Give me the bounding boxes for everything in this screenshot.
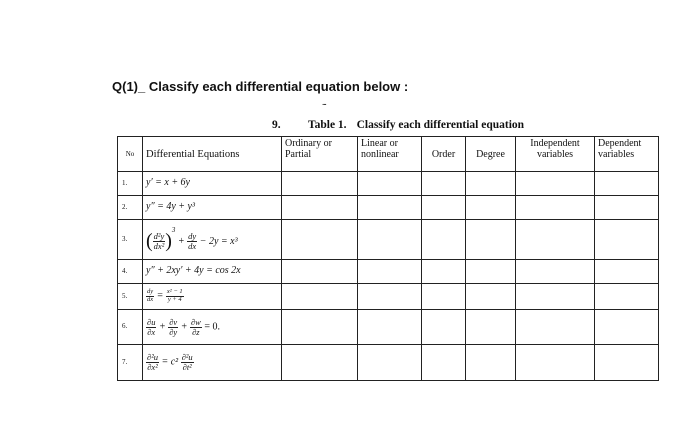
cell-independent[interactable] [516, 284, 595, 310]
cell-type[interactable] [282, 220, 358, 260]
cell-degree[interactable] [466, 220, 516, 260]
cell-degree[interactable] [466, 310, 516, 345]
ellipsis-mark: ... [322, 97, 326, 107]
caption-number: 9. [272, 119, 281, 131]
cell-independent[interactable] [516, 310, 595, 345]
cell-degree[interactable] [466, 284, 516, 310]
cell-degree[interactable] [466, 196, 516, 220]
header-linearity-line1: Linear or [361, 138, 398, 149]
cell-type[interactable] [282, 345, 358, 381]
cell-independent[interactable] [516, 260, 595, 284]
cell-order[interactable] [422, 310, 466, 345]
cell-type[interactable] [282, 310, 358, 345]
header-independent-line2: variables [536, 148, 574, 160]
header-linearity-line2: nonlinear [361, 148, 399, 160]
header-dependent-line2: variables [598, 148, 635, 160]
cell-dependent[interactable] [595, 284, 659, 310]
cell-degree[interactable] [466, 260, 516, 284]
cell-linearity[interactable] [358, 310, 422, 345]
table-row [118, 260, 659, 284]
table-row [118, 220, 659, 260]
cell-dependent[interactable] [595, 310, 659, 345]
header-type-line1: Ordinary or [285, 138, 332, 149]
table-row [118, 172, 659, 196]
header-dependent-line1: Dependent [598, 138, 642, 149]
table-row [118, 196, 659, 220]
cell-order[interactable] [422, 172, 466, 196]
row-number: 3. [118, 220, 143, 260]
cell-dependent[interactable] [595, 172, 659, 196]
header-no: No [118, 137, 143, 172]
row-number: 7. [118, 345, 143, 381]
header-independent [516, 137, 595, 172]
cell-linearity[interactable] [358, 196, 422, 220]
cell-order[interactable] [422, 220, 466, 260]
cell-dependent[interactable] [595, 260, 659, 284]
question-title: Q(1)_ Classify each differential equation below : [112, 79, 409, 94]
header-linearity [358, 137, 422, 172]
header-order: Order [422, 137, 466, 172]
cell-order[interactable] [422, 345, 466, 381]
cell-independent[interactable] [516, 196, 595, 220]
row-number: 1. [118, 172, 143, 196]
cell-linearity[interactable] [358, 172, 422, 196]
cell-linearity[interactable] [358, 284, 422, 310]
cell-dependent[interactable] [595, 220, 659, 260]
cell-dependent[interactable] [595, 196, 659, 220]
table-row [118, 345, 659, 381]
equation-7: $\frac{\text{∂²u}}{\text{∂x²}}$ = c² $\frac{\text{∂²u}}{\text{∂t²}}$ [143, 345, 282, 381]
caption-title: Classify each differential equation [356, 119, 525, 131]
row-number: 4. [118, 260, 143, 284]
cell-dependent[interactable] [595, 345, 659, 381]
header-dependent [595, 137, 659, 172]
header-type [282, 137, 358, 172]
table-row [118, 284, 659, 310]
header-equations: Differential Equations [143, 137, 282, 172]
cell-independent[interactable] [516, 172, 595, 196]
caption-table-label: Table 1. [308, 119, 347, 131]
header-independent-line1: Independent [530, 138, 580, 149]
cell-independent[interactable] [516, 345, 595, 381]
cell-type[interactable] [282, 196, 358, 220]
cell-order[interactable] [422, 260, 466, 284]
cell-independent[interactable] [516, 220, 595, 260]
equation-4: y″ + 2xy′ + 4y = cos 2x [143, 260, 282, 284]
header-row [118, 137, 659, 172]
equation-5: $\frac{dy}{dx}$ = $\frac{\text{x² − 1}}{y + 4}$ [143, 284, 282, 310]
header-degree: Degree [466, 137, 516, 172]
table-row [118, 310, 659, 345]
header-type-line2: Partial [285, 148, 312, 160]
equation-3: ( $\frac{\text{d²y}}{\text{dx²}}$ )$^3$ + $\frac{dy}{dx}$ − 2y = x³ [143, 220, 282, 260]
cell-linearity[interactable] [358, 220, 422, 260]
classification-table [117, 136, 659, 381]
row-number: 5. [118, 284, 143, 310]
cell-degree[interactable] [466, 172, 516, 196]
cell-degree[interactable] [466, 345, 516, 381]
cell-type[interactable] [282, 172, 358, 196]
cell-linearity[interactable] [358, 345, 422, 381]
cell-type[interactable] [282, 284, 358, 310]
cell-order[interactable] [422, 196, 466, 220]
equation-6: $\frac{\partial u}{\partial x}$ + $\frac{\partial v}{\partial y}$ + $\frac{\partial w}{\partial z}$ = 0. [143, 310, 282, 345]
table-caption [272, 119, 524, 131]
equation-2: y″ = 4y + y³ [143, 196, 282, 220]
cell-order[interactable] [422, 284, 466, 310]
equation-1: y′ = x + 6y [143, 172, 282, 196]
cell-type[interactable] [282, 260, 358, 284]
cell-linearity[interactable] [358, 260, 422, 284]
row-number: 6. [118, 310, 143, 345]
row-number: 2. [118, 196, 143, 220]
